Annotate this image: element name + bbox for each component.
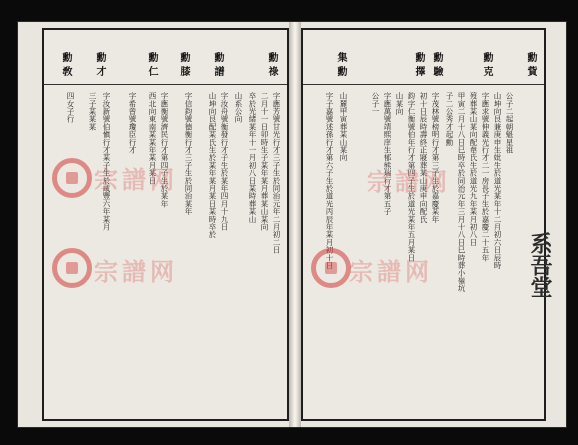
header-rule xyxy=(44,84,287,85)
right-col-10: 山某向 xyxy=(395,92,404,116)
watermark-logo xyxy=(311,248,351,288)
watermark-text: 宗譜网 xyxy=(349,258,433,286)
right-col-11: 字應萬號靖熙庠生郁熊瑞行才第五子 xyxy=(383,92,392,216)
right-col-9: 鈞字仁衡號伯年行才第四子生於道光某年五月某日 xyxy=(407,92,416,262)
right-col-2: 山坤向艮兼庚申生妣生於道光某年十二月初六日辰時 xyxy=(493,92,502,270)
left-heading-4: 勳仁 xyxy=(146,52,157,80)
left-col-7: 字信鈞號德衡行才三子生於同治某年 xyxy=(184,92,193,216)
right-col-14: 字子嘉號述孫行才第六子生於道光丙辰年某月初十日 xyxy=(325,92,334,270)
watermark-text: 宗譜网 xyxy=(94,258,178,286)
watermark-logo xyxy=(52,158,92,198)
right-page xyxy=(301,28,546,421)
right-col-6: 子二公秀才起勳 xyxy=(445,92,454,146)
book-gutter xyxy=(289,22,301,427)
right-col-8: 初十日辰時壽終正寢葬某山庚申向配氏 xyxy=(419,92,428,223)
left-col-1: 字應芳號甘光行才三子生於同治元年二月初二日 xyxy=(272,92,281,254)
right-heading-4: 勳擇 xyxy=(413,52,424,80)
header-rule xyxy=(303,84,544,85)
left-col-2: 二月十一日卯時生子某年某月葬某山某向 xyxy=(260,92,269,231)
left-heading-5: 勳才 xyxy=(94,52,105,80)
left-col-9: 西北向東南某某年某月某日 xyxy=(148,92,157,185)
right-heading-2: 勳克 xyxy=(481,52,492,80)
left-col-10: 字希曾號瓊臣行才 xyxy=(128,92,137,154)
right-col-5: 甲寅二月十八日巳時卒於同治元年三月十八日巳時葬小嶺坑 xyxy=(457,92,466,293)
watermark-logo xyxy=(52,248,92,288)
watermark-text: 宗譜网 xyxy=(94,166,178,194)
open-book xyxy=(18,22,566,427)
right-col-12: 公子一 xyxy=(371,92,380,116)
right-col-4: 歿葬某山某向配韋氏生於道光九年某月初八日 xyxy=(469,92,478,246)
left-col-11: 字汝新號伯愼行才某子生於咸豐六年某月 xyxy=(102,92,111,231)
left-heading-6: 勳敎 xyxy=(60,52,71,80)
left-heading-1: 勳祿 xyxy=(266,52,277,80)
right-heading-5: 集勳 xyxy=(335,52,346,80)
watermark-text: 宗譜网 xyxy=(367,168,451,196)
right-heading-1: 勳貲 xyxy=(525,52,536,80)
right-col-3: 字應求號伸義光行才二一房長子生於嘉慶二十五年 xyxy=(481,92,490,262)
left-col-4: 山系公向 xyxy=(234,92,243,123)
left-col-6: 山坤向艮配某氏生於某年某月某日某時卒於 xyxy=(208,92,217,239)
left-col-5: 字汝舟號衡發行才子生於某年四月十九日 xyxy=(220,92,229,231)
right-col-1: 公子二起朝魁星祖 xyxy=(505,92,514,154)
left-heading-2: 勳譜 xyxy=(212,52,223,80)
left-col-8: 字應衡號濟民行才第四子生於某年 xyxy=(160,92,169,208)
right-heading-3: 勳驗 xyxy=(431,52,442,80)
left-col-3: 卒於光緒某年十一月初八日某時葬某山 xyxy=(248,92,257,223)
left-page xyxy=(42,28,289,421)
left-heading-3: 勳膝 xyxy=(178,52,189,80)
left-col-13: 四女子行 xyxy=(66,92,75,123)
page-edge-title: 系吾堂 xyxy=(527,232,553,298)
left-col-12: 三子某某某 xyxy=(88,92,97,131)
right-col-13: 山麓甲寅葬某山某向 xyxy=(339,92,348,162)
right-col-7: 字茂林號榜明行才第三子生於嘉慶某年 xyxy=(431,92,440,223)
